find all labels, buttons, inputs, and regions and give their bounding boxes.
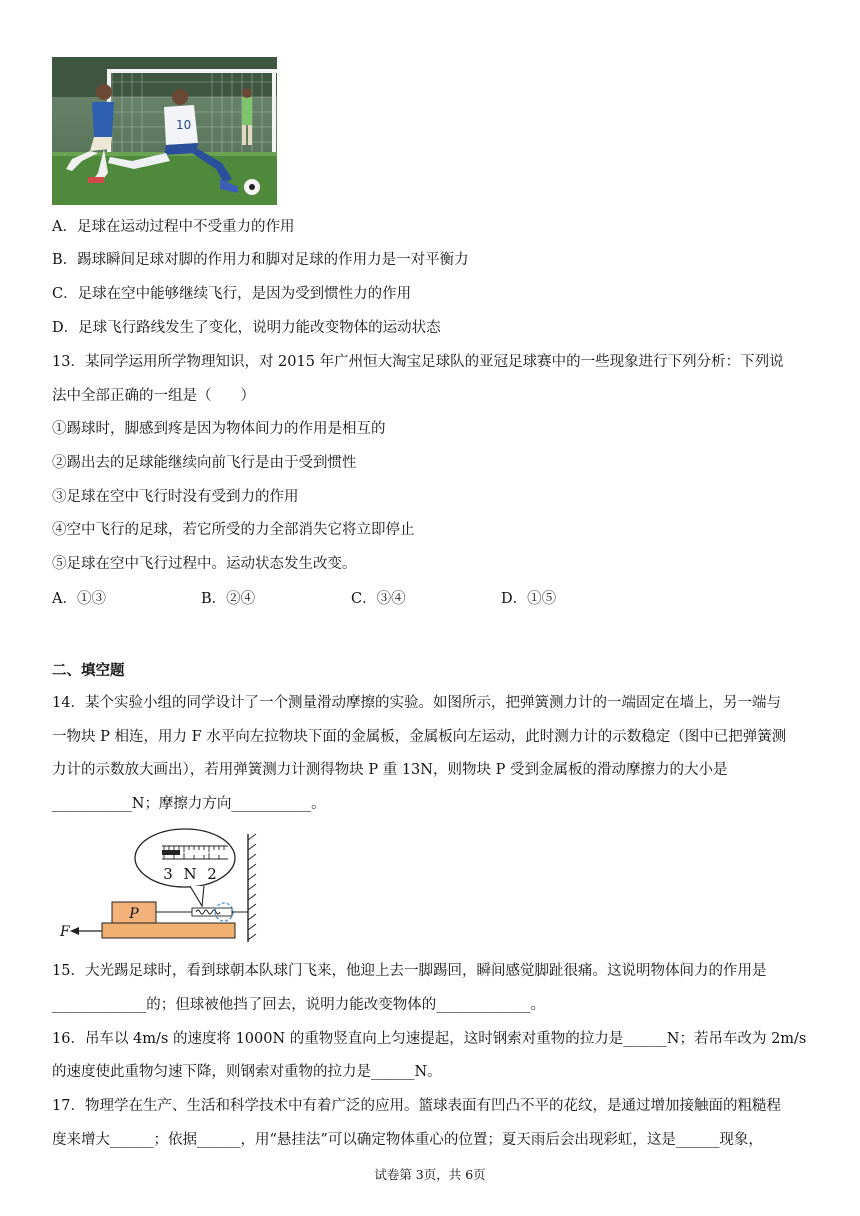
scale-label-right: 2	[207, 865, 217, 883]
page-footer: 试卷第 3页，共 6页	[374, 1167, 486, 1182]
q14-line3: 力计的示数放大画出），若用弹簧测力计测得物块 P 重 13N，则物块 P 受到金属板的滑动摩擦力的大小是	[52, 762, 728, 778]
block-label: P	[129, 906, 139, 922]
q12-option-d: D．足球飞行路线发生了变化，说明力能改变物体的运动状态	[52, 320, 441, 336]
svg-text:10: 10	[176, 118, 192, 132]
q17-line2: 度来增大______；依据______，用“悬挂法”可以确定物体重心的位置；夏天雨后会出现彩虹，这是______现象，	[52, 1132, 763, 1148]
q13-choice-a: A．①③	[52, 591, 106, 607]
q14-line4: ___________N；摩擦力方向___________。	[52, 796, 326, 812]
q16-line2: 的速度使此重物匀速下降，则钢索对重物的拉力是______N。	[52, 1064, 442, 1080]
q14-line2: 一物块 P 相连，用力 F 水平向左拉物块下面的金属板，金属板向左运动，此时测力计的示数稳定（图中已把弹簧测	[52, 729, 787, 745]
q13-choice-b: B．②④	[201, 591, 256, 607]
spring-scale-figure	[52, 826, 267, 946]
q15-line2: _____________的；但球被他挡了回去，说明力能改变物体的_____________。	[52, 997, 545, 1013]
soccer-photo	[52, 57, 277, 205]
q13-choice-c: C．③④	[351, 591, 406, 607]
scale-label-unit: N	[183, 865, 197, 883]
q12-option-a: A．足球在运动过程中不受重力的作用	[52, 219, 295, 235]
q13-item-5: ⑤足球在空中飞行过程中。运动状态发生改变。	[52, 556, 357, 572]
section-title: 二、填空题	[52, 662, 125, 679]
q12-option-c: C．足球在空中能够继续飞行，是因为受到惯性力的作用	[52, 286, 412, 302]
force-label: F	[60, 924, 70, 940]
q15-line1: 15．大光踢足球时，看到球朝本队球门飞来，他迎上去一脚踢回，瞬间感觉脚趾很痛。这说明物体间力的作用是	[52, 963, 767, 979]
q13-choice-d: D．①⑤	[501, 591, 557, 607]
q12-option-b: B．踢球瞬间足球对脚的作用力和脚对足球的作用力是一对平衡力	[52, 252, 469, 268]
q14-line1: 14．某个实验小组的同学设计了一个测量滑动摩擦的实验。如图所示，把弹簧测力计的一端固定在墙上，另一端与	[52, 695, 781, 711]
q13-stem-line2: 法中全部正确的一组是（ ）	[52, 388, 255, 404]
q13-item-3: ③足球在空中飞行时没有受到力的作用	[52, 489, 299, 505]
q16-line1: 16．吊车以 4m/s 的速度将 1000N 的重物竖直向上匀速提起，这时钢索对重物的拉力是______N；若吊车改为 2m/s	[52, 1031, 807, 1047]
q13-item-4: ④空中飞行的足球，若它所受的力全部消失它将立即停止	[52, 522, 415, 538]
q13-stem-line1: 13．某同学运用所学物理知识，对 2015 年广州恒大淘宝足球队的亚冠足球赛中的一些现象进行下列分析：下列说	[52, 354, 784, 370]
q17-line1: 17．物理学在生产、生活和科学技术中有着广泛的应用。篮球表面有凹凸不平的花纹，是通过增加接触面的粗糙程	[52, 1098, 781, 1114]
q13-item-1: ①踢球时，脚感到疼是因为物体间力的作用是相互的	[52, 421, 386, 437]
scale-label-left: 3	[163, 865, 173, 883]
q13-item-2: ②踢出去的足球能继续向前飞行是由于受到惯性	[52, 455, 357, 471]
